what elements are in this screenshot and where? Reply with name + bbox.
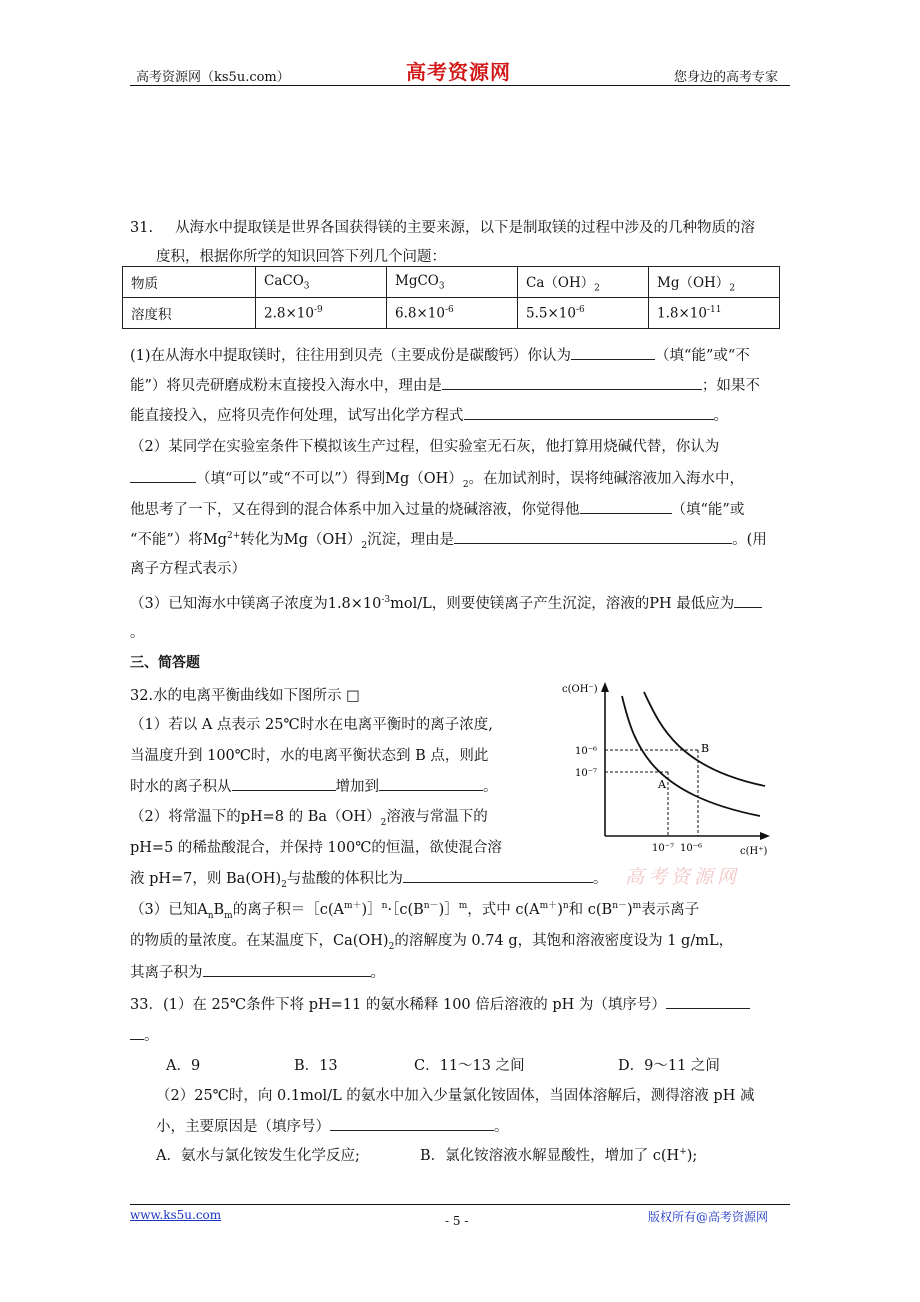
- x-tick-label: 10⁻⁶: [680, 843, 703, 854]
- q33-option-d: D．9～11 之间: [618, 1058, 720, 1074]
- q33-p1-line2: 。: [130, 1023, 159, 1045]
- q33-p1-line1: 33．(1）在 25℃条件下将 pH=11 的氨水稀释 100 倍后溶液的 pH 为（填序号）: [130, 992, 750, 1014]
- header-logo: 高考资源网: [406, 60, 511, 84]
- watermark: 高考资源网: [625, 866, 741, 888]
- q33-option-a: A．9: [166, 1058, 201, 1074]
- q31-p1-line2: 能”）将贝壳研磨成粉末直接投入海水中，理由是 ；如果不: [130, 373, 760, 395]
- q31-p2-line3: 他思考了一下，又在得到的混合体系中加入过量的烧碱溶液，你觉得他 （填“能”或: [130, 497, 744, 519]
- q33-option-b: B．13: [294, 1058, 338, 1074]
- q31-intro-line1: 31. 从海水中提取镁是世界各国获得镁的主要来源，以下是制取镁的过程中涉及的几种物质的溶: [130, 220, 756, 236]
- header-left: 高考资源网（ks5u.com）: [136, 70, 290, 85]
- table-cell: CaCO$_3$: [256, 267, 387, 298]
- point-b-label: B: [701, 742, 710, 755]
- q31-p1-line3: 能直接投入，应将贝壳作何处理，试写出化学方程式 。: [130, 403, 728, 425]
- q31-p3-line2: 。: [130, 625, 145, 641]
- answer-blank[interactable]: [454, 527, 732, 544]
- footer-rule: [130, 1204, 790, 1205]
- answer-blank[interactable]: [203, 960, 371, 977]
- y-tick-label: 10⁻⁶: [575, 746, 598, 757]
- y-axis-label: c(OH⁻): [562, 684, 598, 695]
- x-tick-label: 10⁻⁷: [652, 843, 675, 854]
- answer-blank[interactable]: [232, 774, 336, 791]
- answer-blank[interactable]: [379, 774, 483, 791]
- answer-blank[interactable]: [464, 403, 714, 420]
- table-cell: 溶度积: [123, 298, 256, 329]
- answer-blank[interactable]: [571, 343, 655, 360]
- x-axis-label: c(H⁺): [740, 846, 768, 856]
- q33-p2-option-a: A．氨水与氯化铵发生化学反应;: [156, 1148, 360, 1164]
- q33-p2-line1: （2）25℃时，向 0.1mol/L 的氨水中加入少量氯化铵固体，当固体溶解后，测得溶液 pH 减: [156, 1088, 755, 1104]
- table-cell: $1.8\times 10^{-11}$: [649, 298, 780, 329]
- q33-p2-option-b: B．氯化铵溶液水解显酸性，增加了 c(H+);: [420, 1147, 698, 1164]
- q32-title: 32.水的电离平衡曲线如下图所示 □: [130, 688, 360, 704]
- table-cell: $5.5\times 10^{-6}$: [518, 298, 649, 329]
- q33-p2-line2: 小，主要原因是（填序号） 。: [156, 1114, 509, 1136]
- answer-blank[interactable]: [330, 1114, 494, 1131]
- x-axis-arrow: [760, 832, 770, 840]
- section-title: 三、简答题: [130, 655, 200, 671]
- q31-p2-line5: 离子方程式表示）: [130, 561, 246, 577]
- q32-p2-line2: pH=5 的稀盐酸混合，并保持 100℃的恒温，欲使混合溶: [130, 840, 502, 856]
- table-row: [123, 267, 780, 298]
- q31-p2-line2: （填“可以”或“不可以”）得到$Mg(OH)_2$。在加试剂时，误将纯碱溶液加入海水中，: [130, 466, 744, 490]
- answer-blank[interactable]: [580, 497, 672, 514]
- table-cell: 物质: [123, 267, 256, 298]
- table-cell: $2.8\times 10^{-9}$: [256, 298, 387, 329]
- q32-p2-line1: （2）将常温下的pH=8 的 $Ba(OH)_2$溶液与常温下的: [130, 809, 488, 828]
- solubility-table: [122, 266, 780, 329]
- y-tick-label: 10⁻⁷: [575, 768, 598, 779]
- q32-p1-line1: （1）若以 A 点表示 25℃时水在电离平衡时的离子浓度,: [130, 717, 493, 733]
- q32-p1-line3: 时水的离子积从 增加到 。: [130, 774, 498, 796]
- footer-copyright: 版权所有@高考资源网: [648, 1210, 769, 1224]
- table-cell: $6.8\times 10^{-6}$: [387, 298, 518, 329]
- q32-p1-line2: 当温度升到 100℃时，水的电离平衡状态到 B 点，则此: [130, 748, 489, 764]
- q31-p1-line1: (1)在从海水中提取镁时，往往用到贝壳（主要成份是碳酸钙）你认为 （填“能”或“不: [130, 343, 750, 365]
- table-cell: $Mg(OH)_2$: [649, 267, 780, 298]
- footer-link[interactable]: www.ks5u.com: [130, 1208, 222, 1222]
- answer-blank[interactable]: [734, 591, 762, 608]
- q31-p3-line1: （3）已知海水中镁离子浓度为$1.8\times 10^{-3}mol/L$，则要使镁离子产生沉淀，溶液的PH 最低应为: [130, 591, 762, 613]
- answer-blank[interactable]: [442, 373, 702, 390]
- answer-blank[interactable]: [666, 992, 750, 1009]
- q31-p2-line1: （2）某同学在实验室条件下模拟该生产过程，但实验室无石灰，他打算用烧碱代替，你认为: [130, 439, 720, 455]
- q31-p2-line4: “不能”）将$Mg^{2+}$转化为$Mg(OH)_2$沉淀，理由是 。(用: [130, 527, 767, 551]
- table-cell: MgCO$_3$: [387, 267, 518, 298]
- q31-number: 31.: [130, 220, 154, 236]
- header-right: 您身边的高考专家: [674, 70, 779, 85]
- answer-blank[interactable]: [130, 1023, 144, 1040]
- q32-p3-line2: 的物质的量浓度。在某温度下，$Ca(OH)_2$的溶解度为 0.74 g，其饱和溶液密度设为 1 g/mL，: [130, 933, 734, 952]
- answer-blank[interactable]: [130, 466, 196, 483]
- q33-option-c: C．11～13 之间: [414, 1058, 525, 1074]
- table-cell: $Ca(OH)_2$: [518, 267, 649, 298]
- answer-blank[interactable]: [403, 866, 593, 883]
- y-axis-arrow: [601, 682, 609, 692]
- q32-p3-line3: 其离子积为 。: [130, 960, 385, 982]
- q32-p2-line3: 液 pH=7，则 $Ba(OH)_2$与盐酸的体积比为 。: [130, 866, 607, 890]
- point-a-label: A: [658, 778, 666, 791]
- q31-intro-line2: 度积，根据你所学的知识回答下列几个问题：: [156, 249, 446, 265]
- ionization-curve-figure: [560, 676, 775, 856]
- header-rule: [130, 85, 790, 86]
- table-row: [123, 298, 780, 329]
- q32-p3-line1: （3）已知$A_nB_m$的离子积$=[c(A^{m+})]^n\cdot[c(B^{n-})]^m$，式中 $c(A^{m+})^n$和 $c(B^{n-})^m$表示离子: [130, 901, 700, 921]
- page-number: - 5 -: [445, 1214, 469, 1228]
